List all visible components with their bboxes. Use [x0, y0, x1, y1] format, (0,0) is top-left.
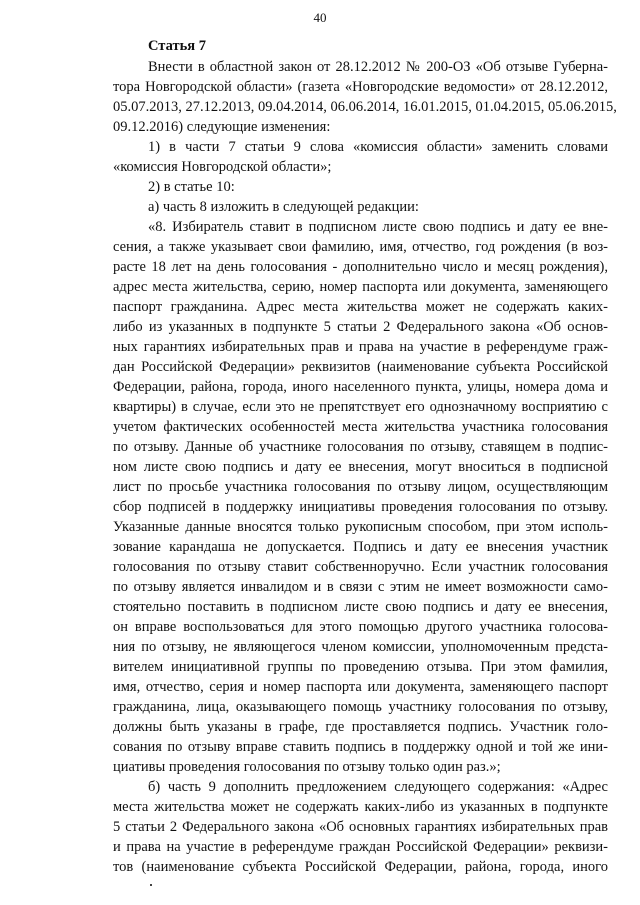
text-line: «комиссия Новгородской области»; [113, 159, 332, 175]
text-line: имя, отчество, серия и номер паспорта или документа, заменяющего паспорт [113, 679, 608, 695]
text-line: б) часть 9 дополнить предложением следующего содержания: «Адрес [148, 779, 608, 795]
text-line: он вправе воспользоваться для этого помощью другого участника голосова- [113, 619, 608, 635]
text-line: Федерации, района, города, иного населенного пункта, улицы, номера дома и [113, 379, 608, 395]
text-line: 09.12.2016) следующие изменения: [113, 119, 331, 135]
text-line: гражданина, лица, оказывающего помощь участнику голосования по отзыву, [113, 699, 608, 715]
text-line: зование карандаша не допускается. Подпись и дату ее внесения участник [113, 539, 608, 555]
text-line: «8. Избиратель ставит в подписном листе свою подпись и дату ее вне- [148, 219, 608, 235]
text-line: расте 18 лет на день голосования - дополнительно число и месяц рождения), [113, 259, 608, 275]
scan-speck [150, 884, 152, 886]
text-line: 1) в части 7 статьи 9 слова «комиссия области» заменить словами [148, 139, 608, 155]
text-line: ных гарантиях избирательных прав и права на участие в референдуме граж- [113, 339, 608, 355]
text-line: Указанные данные вносятся только рукописным способом, при этом исполь- [113, 519, 608, 535]
text-line: ном листе свою подпись и дату ее внесения, могут вноситься в подписной [113, 459, 608, 475]
text-line: циативы проведения голосования по отзыву только один раз.»; [113, 759, 501, 775]
text-line: места жительства может не содержать каких-либо из указанных в подпункте [113, 799, 608, 815]
text-line: тов (наименование субъекта Российской Федерации, района, города, иного [113, 859, 608, 875]
text-line: а) часть 8 изложить в следующей редакции: [148, 199, 419, 215]
text-line: квартиры) в случае, если это не препятствует его однозначному восприятию с [113, 399, 608, 415]
article-heading: Статья 7 [148, 38, 206, 54]
text-line: по отзыву является инвалидом и в связи с этим не имеет возможности само- [113, 579, 608, 595]
text-line: паспорт гражданина. Адрес места жительства может не содержать каких- [113, 299, 608, 315]
text-line: сения, а также указывает свои фамилию, имя, отчество, год рождения (в воз- [113, 239, 608, 255]
text-line: вителем инициативной группы по проведению отзыва. При этом фамилия, [113, 659, 608, 675]
text-line: должны быть указаны в графе, где проставляется подпись. Участник голо- [113, 719, 608, 735]
text-line: учетом фактических особенностей места жительства участника голосования [113, 419, 608, 435]
text-line: ния по отзыву, не являющегося членом комиссии, уполномоченным предста- [113, 639, 608, 655]
text-line: адрес места жительства, серию, номер паспорта или документа, заменяющего [113, 279, 608, 295]
text-line: сбор подписей в поддержку инициативы проведения голосования по отзыву. [113, 499, 608, 515]
text-line: сования по отзыву вправе ставить подпись в поддержку одной и той же ини- [113, 739, 608, 755]
text-line: голосования по отзыву ставит собственноручно. Если участник голосования [113, 559, 608, 575]
text-line: тора Новгородской области» (газета «Новгородские ведомости» от 28.12.2012, [113, 79, 608, 95]
text-line: 5 статьи 2 Федерального закона «Об основных гарантиях избирательных прав [113, 819, 608, 835]
page-number: 40 [313, 10, 327, 25]
text-line: 2) в статье 10: [148, 179, 235, 195]
text-line: 05.07.2013, 27.12.2013, 09.04.2014, 06.06.2014, 16.01.2015, 01.04.2015, 05.06.2015, [113, 99, 617, 115]
text-line: лист по просьбе участника голосования по отзыву лицом, осуществляющим [113, 479, 608, 495]
text-line: Внести в областной закон от 28.12.2012 № 200-ОЗ «Об отзыве Губерна- [148, 59, 608, 75]
text-line: либо из указанных в подпункте 5 статьи 2 Федерального закона «Об основ- [113, 319, 608, 335]
text-line: дан Российской Федерации» реквизитов (наименование субъекта Российской [113, 359, 608, 375]
text-line: стоятельно поставить в подписном листе свою подпись и дату ее внесения, [113, 599, 608, 615]
text-line: и права на участие в референдуме граждан Российской Федерации» реквизи- [113, 839, 608, 855]
text-line: по отзыву. Данные об участнике голосования по отзыву, ставящем в подпис- [113, 439, 608, 455]
